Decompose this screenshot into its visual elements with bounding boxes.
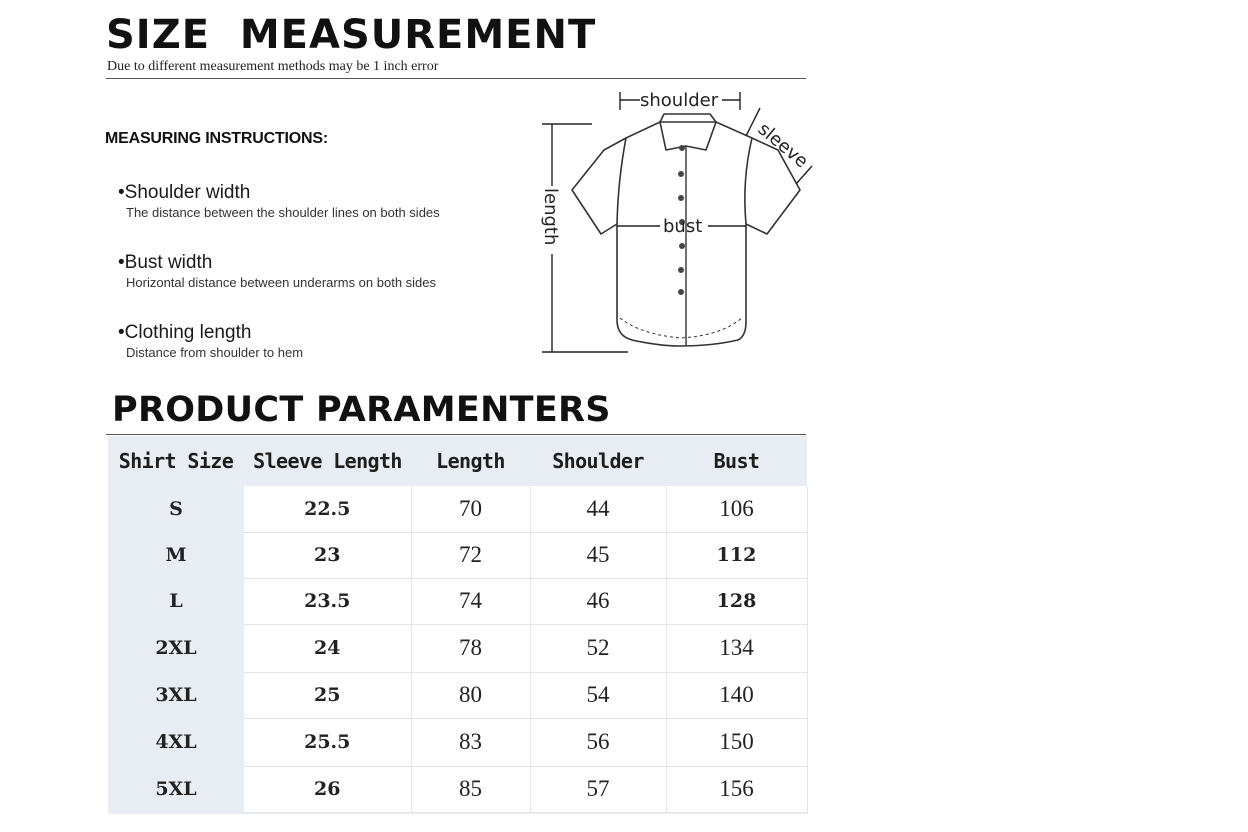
column-header-shirt-size: Shirt Size xyxy=(118,449,234,473)
size-cell: 5XL xyxy=(108,766,244,812)
size-table xyxy=(108,436,808,813)
length-cell: 83 xyxy=(411,718,530,766)
shoulder-cell: 57 xyxy=(530,766,666,812)
bust-cell: 128 xyxy=(666,578,807,624)
sleeve-length-cell: 23.5 xyxy=(244,578,411,624)
table-divider xyxy=(106,434,806,435)
bust-cell: 140 xyxy=(666,672,807,718)
shoulder-cell: 46 xyxy=(530,578,666,624)
sleeve-length-cell: 23 xyxy=(244,532,411,578)
sleeve-length-cell: 24 xyxy=(244,624,411,672)
instruction-title: •Bust width xyxy=(118,252,213,273)
bust-cell: 112 xyxy=(666,532,807,578)
instructions-heading: MEASURING INSTRUCTIONS: xyxy=(105,130,328,147)
instruction-shoulder-width xyxy=(118,182,440,222)
table-header-row xyxy=(108,436,807,486)
shoulder-cell: 56 xyxy=(530,718,666,766)
column-header-shoulder: Shoulder xyxy=(552,449,644,473)
shoulder-cell: 54 xyxy=(530,672,666,718)
sleeve-length-cell: 26 xyxy=(244,766,411,812)
bust-cell: 156 xyxy=(666,766,807,812)
column-header-length: Length xyxy=(436,449,505,473)
size-cell: 2XL xyxy=(108,624,244,672)
sleeve-length-cell: 25 xyxy=(244,672,411,718)
length-cell: 80 xyxy=(411,672,530,718)
shoulder-label: shoulder xyxy=(640,90,719,111)
sleeve-length-cell: 22.5 xyxy=(244,486,411,532)
shirt-collar xyxy=(660,114,716,150)
table-row xyxy=(108,672,807,718)
table-row xyxy=(108,486,807,532)
length-cell: 74 xyxy=(411,578,530,624)
shirt-diagram xyxy=(530,84,820,364)
measurement-note: Due to different measurement methods may be 1 inch error xyxy=(107,59,439,74)
bust-cell: 150 xyxy=(666,718,807,766)
column-header-bust: Bust xyxy=(713,449,760,473)
size-cell: 4XL xyxy=(108,718,244,766)
table-row xyxy=(108,766,807,812)
shoulder-cell: 44 xyxy=(530,486,666,532)
bust-label: bust xyxy=(663,216,703,237)
table-row xyxy=(108,578,807,624)
size-cell: S xyxy=(108,486,244,532)
sleeve-length-cell: 25.5 xyxy=(244,718,411,766)
instruction-title: •Shoulder width xyxy=(118,182,251,203)
size-table-container xyxy=(108,436,807,814)
length-label: length xyxy=(540,188,561,246)
length-cell: 78 xyxy=(411,624,530,672)
instruction-description: Horizontal distance between underarms on both sides xyxy=(126,275,437,290)
instruction-description: Distance from shoulder to hem xyxy=(126,345,304,360)
table-row xyxy=(108,718,807,766)
page-title: SIZE MEASUREMENT xyxy=(106,12,597,58)
size-cell: 3XL xyxy=(108,672,244,718)
length-cell: 72 xyxy=(411,532,530,578)
bust-cell: 134 xyxy=(666,624,807,672)
table-row xyxy=(108,624,807,672)
size-cell: L xyxy=(108,578,244,624)
sleeve-label: sleeve xyxy=(753,118,812,173)
instruction-description: The distance between the shoulder lines on both sides xyxy=(126,205,440,220)
shoulder-cell: 45 xyxy=(530,532,666,578)
length-cell: 70 xyxy=(411,486,530,532)
size-cell: M xyxy=(108,532,244,578)
instruction-title: •Clothing length xyxy=(118,322,252,343)
bust-cell: 106 xyxy=(666,486,807,532)
table-row xyxy=(108,532,807,578)
length-cell: 85 xyxy=(411,766,530,812)
instruction-clothing-length xyxy=(118,322,303,362)
instruction-bust-width xyxy=(118,252,436,292)
product-parameters-title: PRODUCT PARAMENTERS xyxy=(112,390,611,430)
column-header-sleeve-length: Sleeve Length xyxy=(253,449,402,473)
title-divider xyxy=(106,78,806,79)
shoulder-cell: 52 xyxy=(530,624,666,672)
